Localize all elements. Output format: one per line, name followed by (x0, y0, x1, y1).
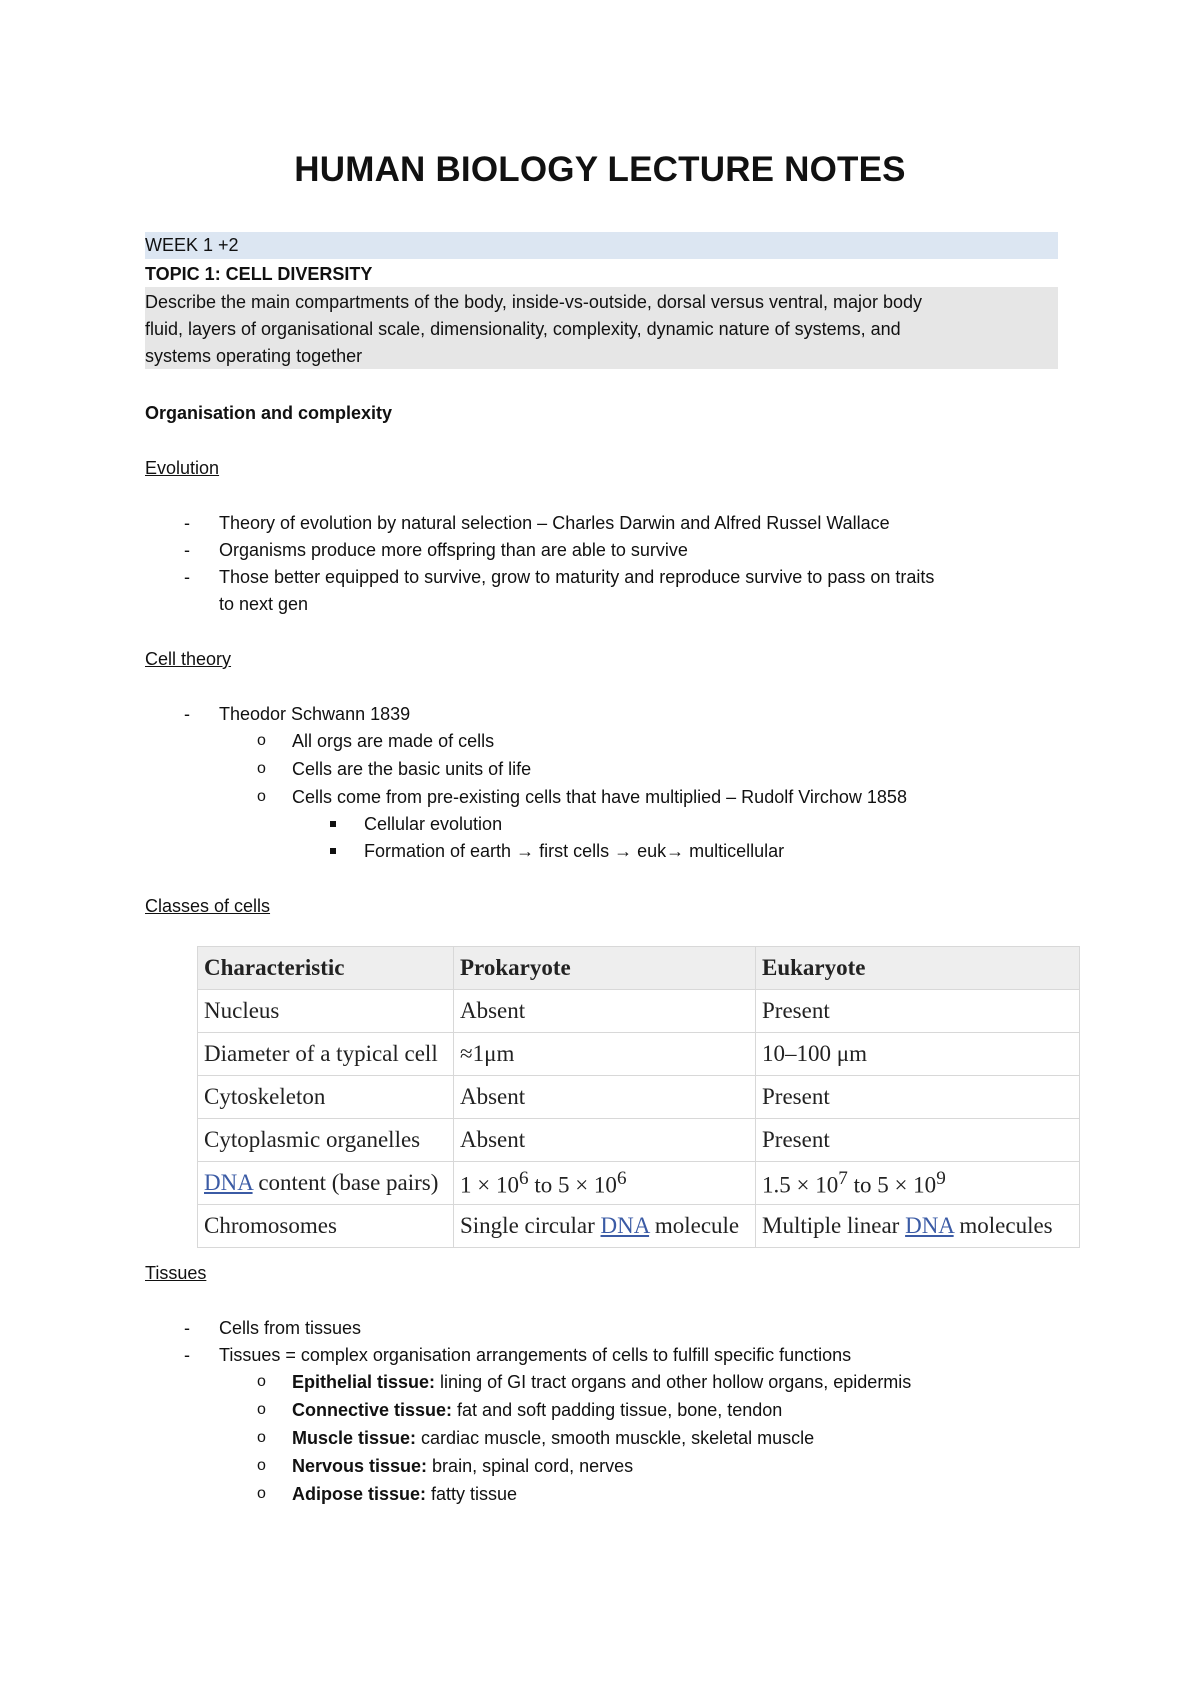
tissue-desc: cardiac muscle, smooth musckle, skeletal muscle (416, 1428, 815, 1448)
table-cell (454, 1205, 756, 1248)
tissue-name: Nervous tissue: (292, 1456, 428, 1476)
sub-list-item: Cells come from pre-existing cells that have multiplied – Rudolf Virchow 1858 (292, 787, 907, 807)
table-cell (756, 1162, 1080, 1205)
dna-link[interactable]: DNA (204, 1170, 253, 1195)
topic-description (145, 287, 1058, 369)
tissue-type (292, 1369, 911, 1395)
list-item-continuation: to next gen (219, 594, 309, 614)
sub-sub-list-item: Formation of earth → first cells → euk→ multicellular (364, 841, 785, 861)
table-cell: Present (756, 1076, 1080, 1119)
circle-bullet: o (257, 1429, 266, 1446)
week-label: WEEK 1 +2 (145, 232, 1058, 259)
tissue-type (292, 1453, 633, 1479)
list-item: Organisms produce more offspring than are able to survive (219, 540, 688, 560)
table-row (198, 1205, 1080, 1248)
exponent: 6 (616, 1167, 627, 1189)
tissue-desc: fatty tissue (426, 1484, 518, 1504)
cell-text: Multiple linear (762, 1213, 906, 1238)
cell-text: content (base pairs) (252, 1170, 439, 1195)
table-row (198, 1162, 1080, 1205)
dna-link[interactable]: DNA (600, 1213, 650, 1238)
circle-bullet: o (257, 1373, 266, 1390)
tissue-type (292, 1425, 814, 1451)
cell-text: 1 × 10 (460, 1172, 519, 1198)
table-header-cell: Prokaryote (454, 947, 756, 990)
tissue-desc: lining of GI tract organs and other hollow organs, epidermis (435, 1372, 912, 1392)
list-item: Cells from tissues (219, 1318, 362, 1338)
table-cell: ≈1μm (454, 1033, 756, 1076)
tissue-type (292, 1397, 782, 1423)
list-item: Tissues = complex organisation arrangements of cells to fulfill specific functions (219, 1345, 852, 1365)
table-row (198, 1119, 1080, 1162)
circle-bullet: o (257, 1485, 266, 1502)
dash-bullet: - (184, 1318, 190, 1338)
sub-list-item: Cells are the basic units of life (292, 759, 532, 779)
cell-classes-table (197, 946, 1080, 1248)
tissue-desc: fat and soft padding tissue, bone, tendon (452, 1400, 783, 1420)
list-item: Those better equipped to survive, grow to maturity and reproduce survive to pass on traits (219, 567, 935, 587)
circle-bullet: o (257, 760, 266, 777)
tissue-type (292, 1481, 517, 1507)
cell-theory-heading: Cell theory (145, 649, 232, 669)
dash-bullet: - (184, 540, 190, 560)
square-bullet (330, 848, 336, 854)
evolution-heading: Evolution (145, 458, 220, 478)
dash-bullet: - (184, 1345, 190, 1365)
table-row (198, 1076, 1080, 1119)
table-cell: Absent (454, 1119, 756, 1162)
circle-bullet: o (257, 1401, 266, 1418)
tissue-name: Muscle tissue: (292, 1428, 417, 1448)
table-cell: Cytoskeleton (198, 1076, 454, 1119)
square-bullet (330, 821, 336, 827)
exponent: 6 (518, 1167, 529, 1189)
table-cell: Nucleus (198, 990, 454, 1033)
table-header-cell: Eukaryote (756, 947, 1080, 990)
section-heading: Organisation and complexity (145, 403, 393, 423)
table-cell: Absent (454, 1076, 756, 1119)
dash-bullet: - (184, 704, 190, 724)
classes-heading: Classes of cells (145, 896, 271, 916)
table-cell: 10–100 μm (756, 1033, 1080, 1076)
tissue-name: Epithelial tissue: (292, 1372, 436, 1392)
dash-bullet: - (184, 567, 190, 587)
table-cell: Present (756, 990, 1080, 1033)
description-line: systems operating together (145, 346, 363, 366)
description-line: Describe the main compartments of the body, inside-vs-outside, dorsal versus ventral, major body (145, 292, 923, 312)
list-item: Theory of evolution by natural selection – Charles Darwin and Alfred Russel Wallace (219, 513, 890, 533)
table-header-row (198, 947, 1080, 990)
table-cell: Cytoplasmic organelles (198, 1119, 454, 1162)
topic-heading: TOPIC 1: CELL DIVERSITY (145, 264, 373, 284)
table-cell: Present (756, 1119, 1080, 1162)
page-title: HUMAN BIOLOGY LECTURE NOTES (294, 150, 906, 189)
table-cell (198, 1162, 454, 1205)
tissues-heading: Tissues (145, 1263, 207, 1283)
exponent: 7 (838, 1167, 848, 1189)
table-cell (756, 1205, 1080, 1248)
circle-bullet: o (257, 1457, 266, 1474)
description-line: fluid, layers of organisational scale, dimensionality, complexity, dynamic nature of systems, and (145, 319, 901, 339)
list-item: Theodor Schwann 1839 (219, 704, 411, 724)
cell-text: molecule (649, 1213, 740, 1238)
cell-text: Single circular (460, 1213, 601, 1238)
table-row (198, 1033, 1080, 1076)
table-cell: Diameter of a typical cell (198, 1033, 454, 1076)
cell-text: to 5 × 10 (847, 1172, 937, 1198)
table-cell (454, 1162, 756, 1205)
table-row (198, 990, 1080, 1033)
sub-sub-list-item: Cellular evolution (364, 814, 503, 834)
circle-bullet: o (257, 788, 266, 805)
cell-text: to 5 × 10 (528, 1172, 617, 1198)
dna-link[interactable]: DNA (905, 1213, 954, 1238)
cell-text: 1.5 × 10 (762, 1172, 839, 1198)
tissue-desc: brain, spinal cord, nerves (427, 1456, 634, 1476)
table-cell: Absent (454, 990, 756, 1033)
dash-bullet: - (184, 513, 190, 533)
tissue-name: Connective tissue: (292, 1400, 453, 1420)
tissue-name: Adipose tissue: (292, 1484, 427, 1504)
table-cell: Chromosomes (198, 1205, 454, 1248)
sub-list-item: All orgs are made of cells (292, 731, 495, 751)
cell-text: molecules (953, 1213, 1053, 1238)
exponent: 9 (936, 1167, 946, 1189)
circle-bullet: o (257, 732, 266, 749)
table-header-cell: Characteristic (198, 947, 454, 990)
